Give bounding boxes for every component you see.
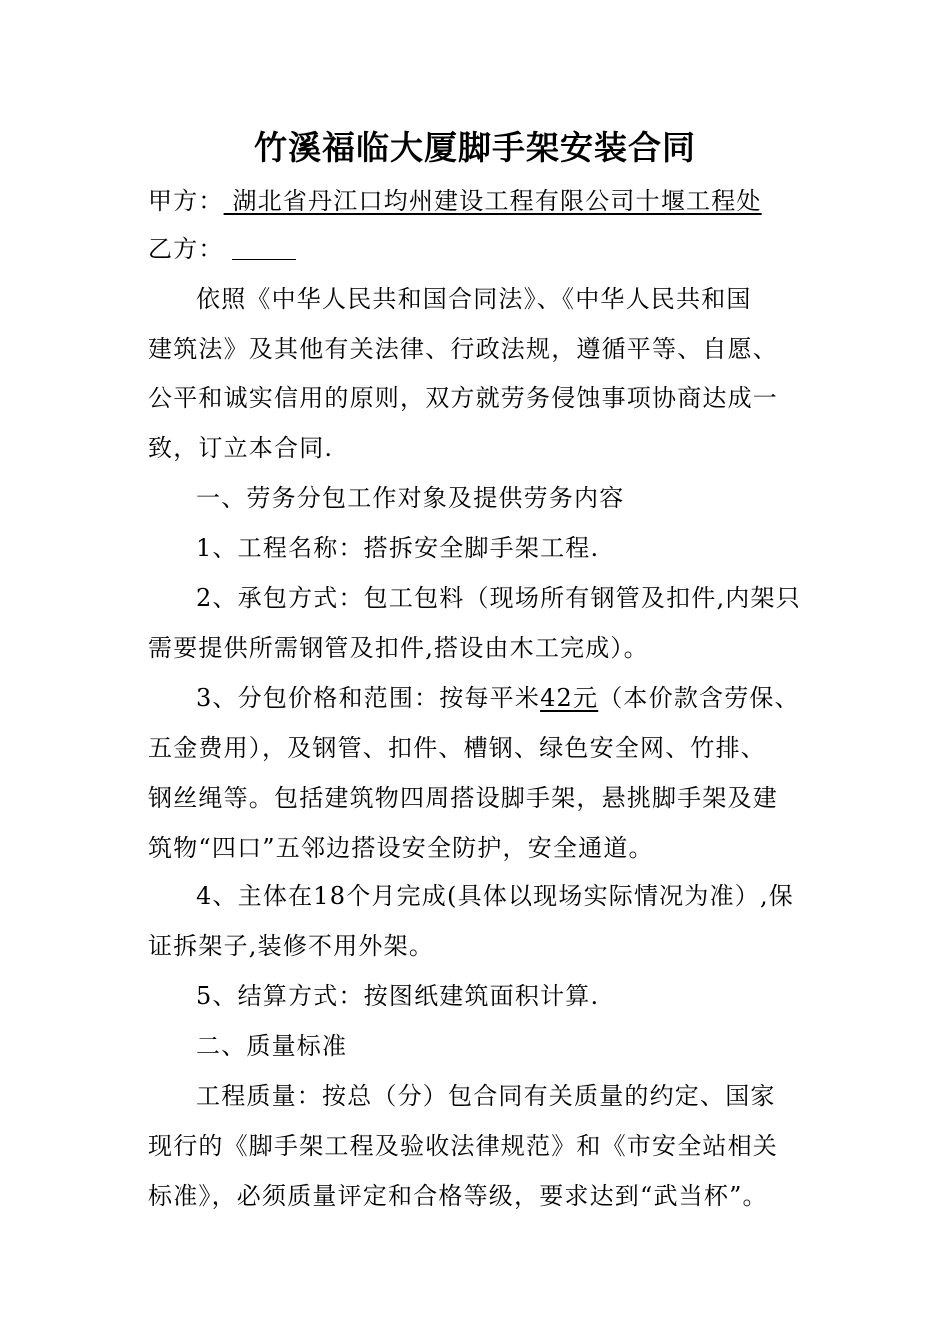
paragraph-line: 1、工程名称：搭拆安全脚手架工程. <box>196 534 600 562</box>
price-line <box>148 680 808 716</box>
paragraph-line: 工程质量：按总（分）包合同有关质量的约定、国家 <box>196 1082 776 1110</box>
party-a-value: 湖北省丹江口均州建设工程有限公司十堰工程处 <box>223 187 762 215</box>
paragraph-line: 需要提供所需钢管及扣件,搭设由木工完成）。 <box>148 634 649 662</box>
paragraph-line: 致，订立本合同. <box>148 434 334 462</box>
document-title: 竹溪福临大厦脚手架安装合同 <box>254 128 696 167</box>
section-heading: 二、质量标准 <box>196 1032 348 1060</box>
party-b-blank <box>232 237 296 260</box>
paragraph-line: 公平和诚实信用的原则，双方就劳务侵蚀事项协商达成一 <box>148 384 778 412</box>
section-heading: 一、劳务分包工作对象及提供劳务内容 <box>196 484 625 512</box>
paragraph-line: 现行的《脚手架工程及验收法律规范》和《市安全站相关 <box>148 1132 778 1160</box>
paragraph-line: 5、结算方式：按图纸建筑面积计算. <box>196 982 600 1010</box>
paragraph-line: 五金费用），及钢管、扣件、槽钢、绿色安全网、竹排、 <box>148 734 766 762</box>
party-b-label: 乙方： <box>148 235 224 263</box>
party-a-line <box>148 183 808 219</box>
party-a-label: 甲方： <box>148 187 224 215</box>
price-prefix: 3、分包价格和范围：按每平米 <box>196 684 541 712</box>
paragraph-line: 证拆架子,装修不用外架。 <box>148 932 435 960</box>
paragraph-line: 建筑法》及其他有关法律、行政法规，遵循平等、自愿、 <box>148 335 778 363</box>
paragraph-line: 2、承包方式：包工包料（现场所有钢管及扣件,内架只 <box>196 584 801 612</box>
paragraph-line: 4、主体在18个月完成(具体以现场实际情况为准）,保 <box>196 882 794 910</box>
price-suffix: （本价款含劳保、 <box>598 684 800 712</box>
paragraph-line: 依照《中华人民共和国合同法》、《中华人民共和国 <box>196 285 752 313</box>
paragraph-line: 筑物“四口”五邻边搭设安全防护，安全通道。 <box>148 834 654 862</box>
paragraph-line: 钢丝绳等。包括建筑物四周搭设脚手架，悬挑脚手架及建 <box>148 784 778 812</box>
paragraph-line: 标准》，必须质量评定和合格等级，要求达到“武当杯”。 <box>148 1182 768 1210</box>
party-b-line <box>148 231 808 267</box>
price-value: 42元 <box>540 684 599 712</box>
